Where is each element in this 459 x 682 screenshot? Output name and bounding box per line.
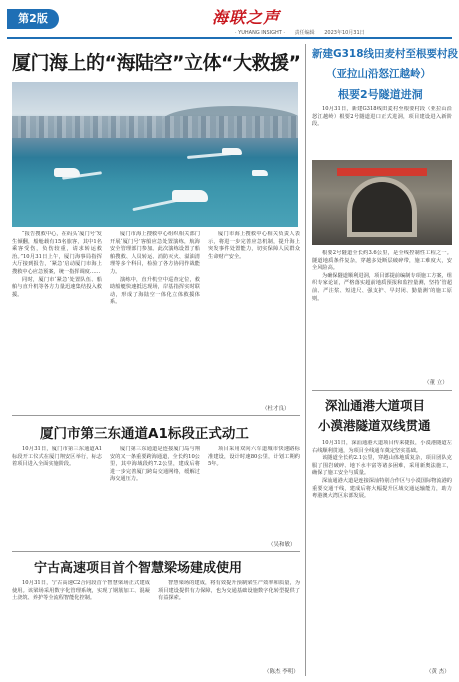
header-divider — [7, 37, 452, 39]
right-top-headline-3: 根要2号隧道进洞 — [338, 88, 423, 101]
page-header — [7, 7, 452, 37]
lead-author: （杜才良） — [262, 406, 290, 412]
tunnel-photo — [312, 160, 452, 245]
column-divider — [305, 44, 306, 676]
divider — [12, 415, 300, 416]
page-number-badge: 第2版 — [7, 9, 59, 29]
story2-headline: 厦门市第三东通道A1标段正式动工 — [40, 426, 249, 442]
header-meta — [235, 29, 455, 36]
story2-author: （吴和敏） — [268, 542, 296, 548]
right-bottom-column: 10月31日，深汕通港大道项目传来捷报，小漠港隧道左右线顺利贯通，为项目全线通车奠定坚实基础。 该隧道全长约2.1公里，穿越山体地质复杂，项目团队克服了围岩破碎、地下水丰富等诸多困难，采用新奥法施工，确保了施工安全与质量。 深汕通港大道是连接深汕特别合作区与小漠国际物流港的重要交通干线，建成后将大幅提升区域交通运输能力，助力粤港澳大湾区东部发展。 — [312, 440, 452, 500]
section-label: 责任编辑 — [294, 30, 315, 36]
story3-column-1: 10月31日，宁古高速C2合同段首个智慧梁场正式建成使用。该梁场采用数字化管理系统，实现了钢筋加工、混凝土浇筑、养护等全流程智能化控制。 — [12, 580, 150, 602]
right-top-headline-1: 新建G318线田麦村至根要村段 — [312, 48, 459, 60]
divider — [312, 390, 452, 391]
lead-column-2: 厦门市海上搜救中心组织相关部门开展‘厦门号’客船应急处置演练，航海安全管理部门参加。此次演练设置了船舶搜救、人员转运、消防灭火、溢油清理等多个科目，检验了各方协同作战能力。 演练中，直升机空中巡查定位，救助船艇快速抵达现场，岸基指挥实时联动，形成了海陆空一体化立体救援体系。 — [110, 231, 200, 306]
right-top-headline-2: （亚拉山沿怒江越岭） — [326, 68, 431, 80]
right-bottom-headline-1: 深汕通港大道项目 — [325, 398, 426, 413]
lead-photo — [12, 82, 298, 227]
story3-author: （陈杰 李明） — [264, 669, 299, 675]
story2-column-1: 10月31日，厦门市第三东通道A1标段开工仪式在厦门翔安区举行，标志着项目进入全面实施阶段。 — [12, 446, 102, 468]
divider — [12, 551, 300, 552]
right-bottom-headline-2: 小漠港隧道双线贯通 — [318, 418, 431, 433]
masthead-logo: 海联之声 — [212, 8, 281, 27]
lead-headline: 厦门海上的“海陆空”立体“大救援” — [12, 52, 301, 74]
right-bottom-author: （黄 杰） — [426, 669, 450, 675]
right-top-column-body: 根要2号隧道全长约3.6公里，是全线控制性工程之一。隧道地质条件复杂，穿越多处断层破碎带，施工难度大，安全风险高。 为确保隧道顺利进洞，项目部提前编制专项施工方案，组织专家论证，严格落实超前地质预报和监控量测，坚持‘管超前、严注浆、短进尺、强支护、早封闭、勤量测’的施工原则。 — [312, 250, 452, 302]
story3-headline: 宁古高速项目首个智慧梁场建成使用 — [34, 561, 243, 576]
right-top-column-intro: 10月31日，新建G318线田麦村至根要村段（亚拉山沿怒江越岭）根要2号隧道进口正式进洞，项目建设进入新阶段。 — [312, 106, 452, 128]
story3-column-2: 智慧梁场的建成，将有效提升预制梁生产效率和质量，为项目建设提供有力保障，也为交通基础设施数字化转型提供了有益探索。 — [158, 580, 300, 602]
story2-column-3: 项目采用双向六车道城市快速路标准建设，设计时速80公里，计划工期约5年。 — [208, 446, 300, 468]
issue-date: 2023年10月31日 — [324, 30, 365, 36]
lead-column-3: 厦门市海上搜救中心相关负责人表示，将进一步完善应急机制，提升海上突发事件处置能力，切实保障人民群众生命财产安全。 — [208, 231, 300, 260]
edition-label: · YUHANG INSIGHT · — [235, 30, 286, 36]
story2-column-2: 厦门第三东通道是连接厦门岛与翔安的又一条重要跨海通道，全长约10公里，其中海域段约7.2公里，建成后将进一步完善厦门跨岛交通网络，缓解过海交通压力。 — [110, 446, 200, 483]
lead-column-1: “报告搜救中心，在码头‘厦门号’发生倾翻，船舱载有15名旅客，其中1名乘客受伤，负伤较重，请求转运救治。”10月31日上午，厦门海事局指挥大厅接到报告，‘紧急’启动厦门市海上搜救中心应急预案，统一指挥调度…… 同时，厦门市‘紧急’处置队伍、船舶与直升机等各方力量迅速集结投入救援。 — [12, 231, 102, 298]
right-top-author: （董 立） — [424, 380, 448, 386]
